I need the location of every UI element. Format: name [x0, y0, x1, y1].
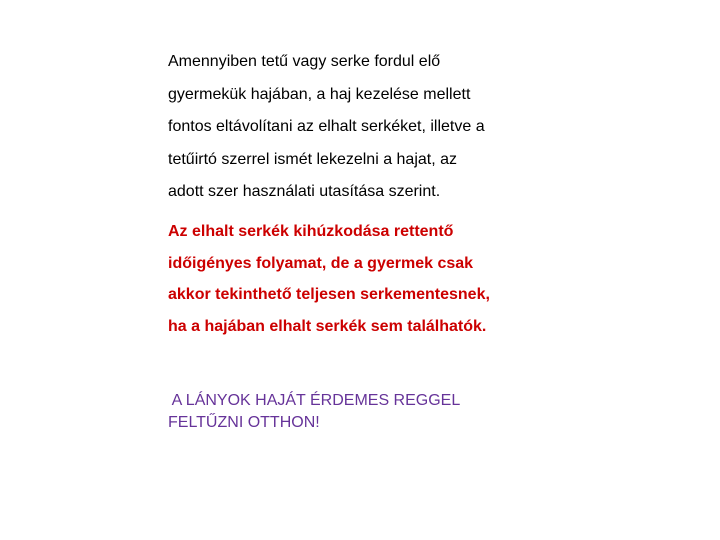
warning-line: időigényes folyamat, de a gyermek csak — [168, 254, 474, 272]
warning-line: Az elhalt serkék kihúzkodása rettentő — [168, 223, 454, 240]
info-paragraph — [168, 46, 485, 209]
info-line: adott szer használati utasítása szerint. — [168, 183, 441, 200]
tip-paragraph — [168, 390, 460, 434]
info-line: gyermekük hajában, a haj kezelése mellett — [168, 85, 471, 103]
warning-paragraph — [168, 216, 490, 342]
info-line: Amennyiben tetű vagy serke fordul elő — [168, 53, 441, 70]
tip-line: A LÁNYOK HAJÁT ÉRDEMES REGGEL — [168, 392, 461, 409]
warning-line: akkor tekinthető teljesen serkementesnek, — [168, 286, 490, 303]
info-line: fontos eltávolítani az elhalt serkéket, illetve a — [168, 118, 485, 135]
warning-line: ha a hajában elhalt serkék sem találhatók. — [168, 317, 487, 335]
info-line: tetűirtó szerrel ismét lekezelni a hajat, az — [168, 150, 458, 168]
tip-line: FELTŰZNI OTTHON! — [168, 414, 320, 431]
